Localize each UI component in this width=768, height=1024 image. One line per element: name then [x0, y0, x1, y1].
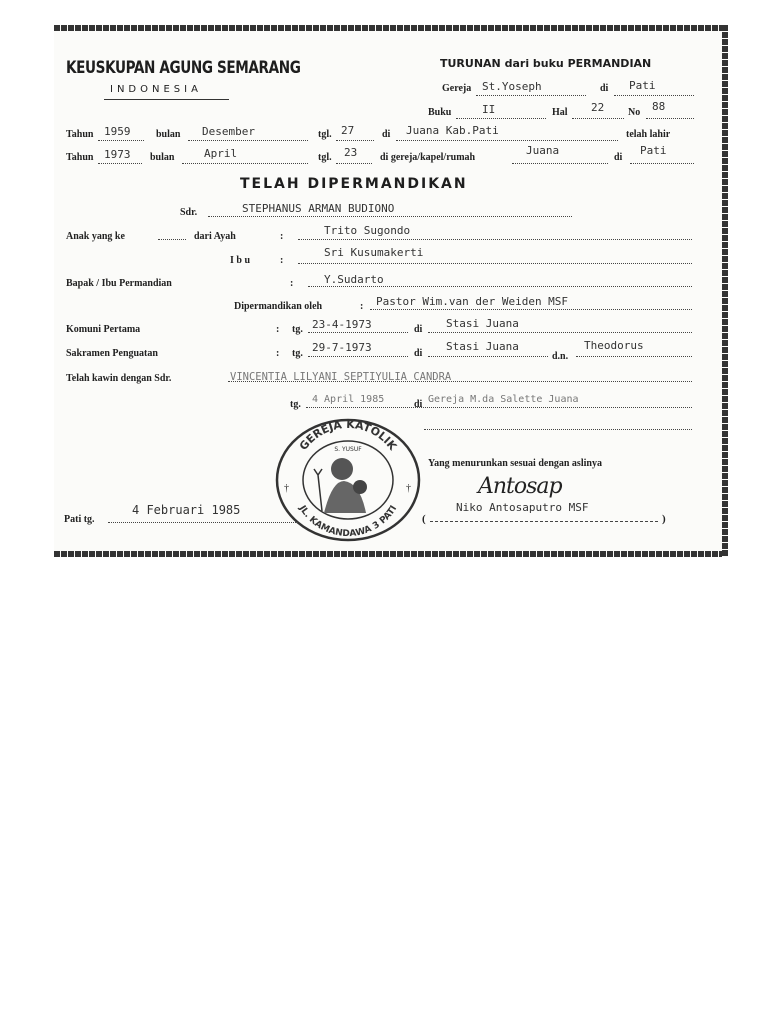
- mother-colon: :: [280, 255, 284, 266]
- father-label: dari Ayah: [194, 231, 236, 242]
- baptism-day-label: tgl.: [318, 152, 332, 163]
- book-label: Buku: [428, 107, 452, 118]
- confirmation-name-value: Theodorus: [584, 339, 644, 352]
- page-label: Hal: [552, 107, 568, 118]
- father-line: [298, 239, 692, 240]
- baptism-city-line: [630, 163, 694, 164]
- mother-label: I b u: [230, 255, 251, 266]
- stamp-left-cross-icon: †: [284, 483, 289, 494]
- baptized-by-label: Dipermandikan oleh: [234, 301, 323, 312]
- marriage-date-value: 4 April 1985: [312, 394, 385, 405]
- birth-year-line: [98, 140, 144, 141]
- birth-month-line: [188, 140, 308, 141]
- birth-day-value: 27: [341, 124, 355, 137]
- issue-date-line: [108, 522, 298, 523]
- communion-place-value: Stasi Juana: [446, 317, 519, 330]
- birth-day-label: tgl.: [318, 129, 332, 140]
- book-value: II: [482, 103, 496, 116]
- godparent-colon: :: [290, 278, 294, 289]
- marriage-place-value: Gereja M.da Salette Juana: [428, 394, 579, 405]
- church-label: Gereja: [442, 83, 472, 94]
- church-city-line: [614, 95, 694, 96]
- number-label: No: [628, 107, 641, 118]
- baptism-month-label: bulan: [150, 152, 175, 163]
- mother-line: [298, 263, 692, 264]
- birth-day-line: [336, 140, 374, 141]
- communion-date-value: 23-4-1973: [312, 318, 372, 331]
- page-value: 22: [591, 101, 605, 114]
- copy-title: TURUNAN dari buku PERMANDIAN: [440, 57, 652, 70]
- confirmation-label: Sakramen Penguatan: [66, 348, 158, 359]
- father-colon: :: [280, 231, 284, 242]
- confirmation-date-line: [308, 356, 408, 357]
- baptism-city-label: di: [614, 152, 623, 163]
- godparent-label: Bapak / Ibu Permandian: [66, 278, 172, 289]
- number-line: [646, 118, 694, 119]
- born-label: telah lahir: [626, 129, 671, 140]
- name-value: STEPHANUS ARMAN BUDIONO: [242, 202, 395, 215]
- stamp-child-head-icon: [353, 480, 367, 494]
- marriage-extra-line: [424, 429, 692, 430]
- top-border: [54, 25, 728, 31]
- baptism-year-line: [98, 163, 142, 164]
- birth-month-label: bulan: [156, 129, 181, 140]
- child-order-label: Anak yang ke: [66, 231, 125, 242]
- baptism-city-value: Pati: [640, 144, 667, 157]
- baptism-day-line: [336, 163, 372, 164]
- signer-close-paren: ): [662, 513, 666, 525]
- mother-value: Sri Kusumakerti: [324, 246, 424, 259]
- church-city-label: di: [600, 83, 609, 94]
- confirmation-place-label: di: [414, 348, 423, 359]
- issue-place-label: Pati tg.: [64, 514, 95, 525]
- certifier-label: Yang menurunkan sesuai dengan aslinya: [428, 458, 602, 469]
- signature-scribble: Antosap: [478, 474, 562, 499]
- diocese-title: KEUSKUPAN AGUNG SEMARANG: [66, 58, 301, 78]
- confirmation-date-label: tg.: [292, 348, 303, 359]
- marriage-date-label: tg.: [290, 399, 301, 410]
- signer-name: Niko Antosaputro MSF: [456, 501, 589, 514]
- birth-year-value: 1959: [104, 125, 131, 138]
- confirmation-name-label: d.n.: [552, 351, 569, 362]
- stamp-inner-text: S. YUSUF: [334, 446, 362, 453]
- church-value: St.Yoseph: [482, 80, 542, 93]
- birth-place-label: di: [382, 129, 391, 140]
- baptism-month-line: [182, 163, 308, 164]
- baptism-church-line: [512, 163, 608, 164]
- book-line: [456, 118, 546, 119]
- stamp-top-text: GEREJA KATOLIK: [296, 417, 400, 453]
- confirmation-place-value: Stasi Juana: [446, 340, 519, 353]
- baptism-year-value: 1973: [104, 148, 131, 161]
- birth-month-value: Desember: [202, 125, 255, 138]
- stamp-right-cross-icon: †: [406, 483, 411, 494]
- father-value: Trito Sugondo: [324, 224, 411, 237]
- number-value: 88: [652, 100, 666, 113]
- baptized-by-value: Pastor Wim.van der Weiden MSF: [376, 295, 569, 308]
- country-label: INDONESIA: [110, 84, 202, 95]
- confirmation-date-value: 29-7-1973: [312, 341, 372, 354]
- marriage-place-label: di: [414, 399, 423, 410]
- page-line: [572, 118, 624, 119]
- baptism-church-label: di gereja/kapel/rumah: [380, 152, 476, 163]
- signer-open-paren: (: [422, 513, 426, 525]
- baptism-month-value: April: [204, 147, 238, 160]
- stamp-outer-ring: [277, 417, 419, 540]
- godparent-line: [308, 286, 692, 287]
- church-city-value: Pati: [629, 79, 656, 92]
- godparent-value: Y.Sudarto: [324, 273, 384, 286]
- baptism-day-value: 23: [344, 146, 358, 159]
- name-line: [208, 216, 572, 217]
- right-border: [722, 25, 728, 557]
- baptism-year-label: Tahun: [66, 152, 94, 163]
- communion-label: Komuni Pertama: [66, 324, 141, 335]
- stamp-bottom-text: JL. KAMANDAWA 3 PATI: [296, 504, 400, 540]
- communion-date-line: [308, 332, 408, 333]
- issue-date-value: 4 Februari 1985: [132, 503, 241, 517]
- stamp-figure-head-icon: [331, 458, 353, 480]
- baptized-by-colon: :: [360, 301, 364, 312]
- communion-colon: :: [276, 324, 280, 335]
- confirmation-place-line: [428, 356, 548, 357]
- spouse-value: VINCENTIA LILYANI SEPTIYULIA CANDRA: [230, 371, 452, 383]
- baptism-certificate: [54, 25, 728, 557]
- confirmation-colon: :: [276, 348, 280, 359]
- birth-place-value: Juana Kab.Pati: [406, 124, 499, 137]
- communion-place-label: di: [414, 324, 423, 335]
- communion-place-line: [428, 332, 692, 333]
- birth-year-label: Tahun: [66, 129, 94, 140]
- bottom-border: [54, 551, 728, 557]
- church-line: [476, 95, 586, 96]
- name-label: Sdr.: [180, 207, 198, 218]
- child-order-line: [158, 239, 186, 240]
- communion-date-label: tg.: [292, 324, 303, 335]
- marriage-label: Telah kawin dengan Sdr.: [66, 373, 172, 384]
- confirmation-name-line: [576, 356, 692, 357]
- baptized-by-line: [370, 309, 692, 310]
- header-underline: [104, 99, 229, 100]
- marriage-date-line: [306, 407, 692, 408]
- church-stamp: [274, 417, 422, 543]
- birth-place-line: [396, 140, 618, 141]
- signer-line: [430, 521, 658, 522]
- baptism-church-value: Juana: [526, 144, 560, 157]
- stamp-lily-icon: [314, 469, 322, 511]
- baptized-heading: TELAH DIPERMANDIKAN: [240, 176, 468, 192]
